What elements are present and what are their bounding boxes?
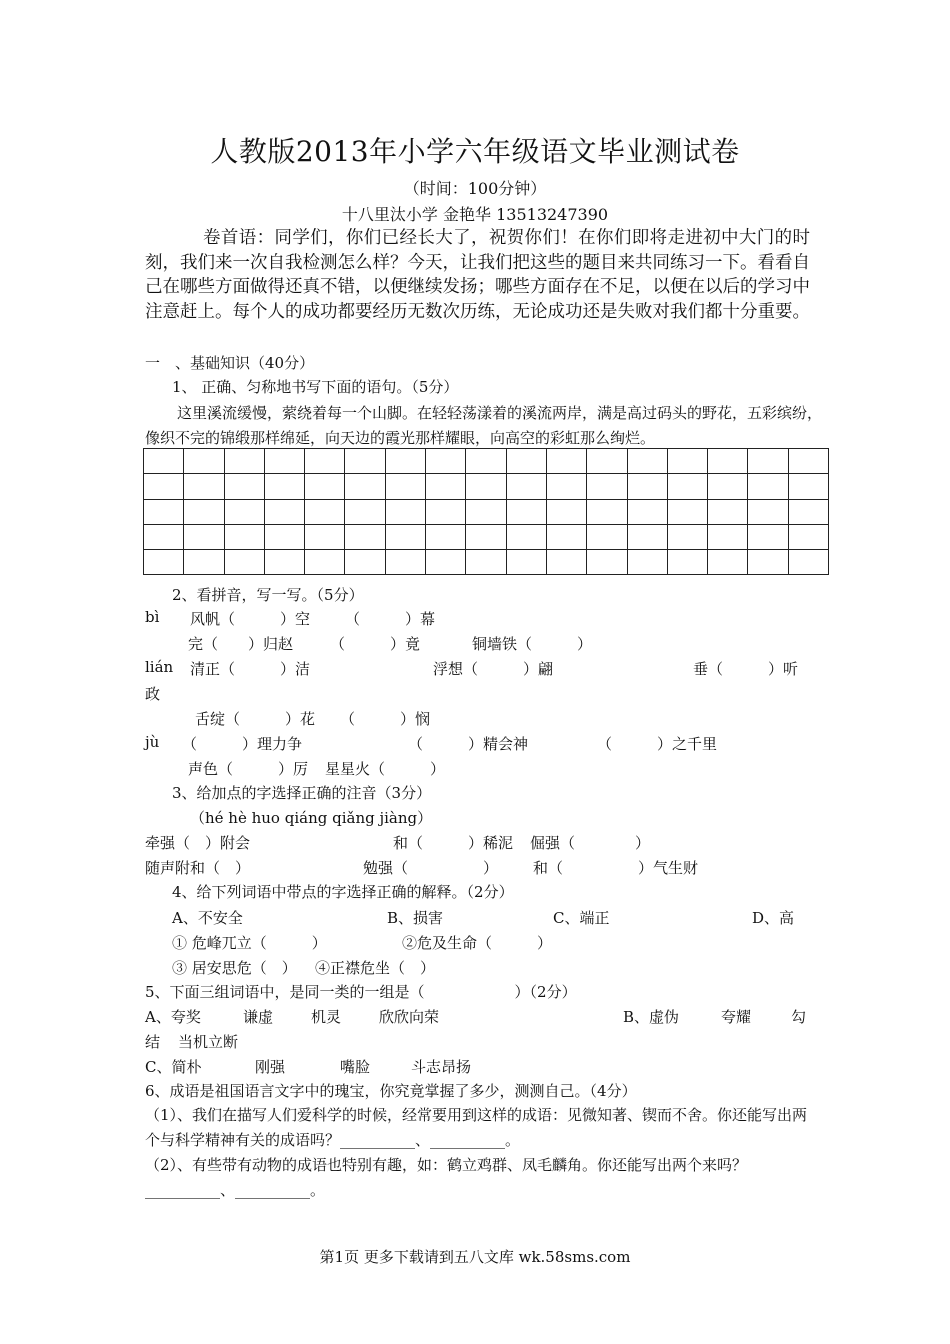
q3-item[interactable]: 勉强（ ） [363, 859, 499, 877]
grid-cell[interactable] [506, 474, 546, 499]
grid-cell[interactable] [224, 550, 264, 575]
grid-cell[interactable] [224, 524, 264, 549]
grid-cell[interactable] [506, 524, 546, 549]
q4-item[interactable]: ① 危峰兀立（ ） [172, 934, 327, 952]
q2-item[interactable]: 星星火（ ） [325, 760, 446, 778]
grid-cell[interactable] [627, 524, 667, 549]
q2-wrap-text: 政 [145, 685, 161, 703]
grid-cell[interactable] [224, 449, 264, 474]
grid-cell[interactable] [587, 449, 627, 474]
grid-cell[interactable] [546, 449, 586, 474]
grid-cell[interactable] [587, 550, 627, 575]
grid-cell[interactable] [345, 524, 385, 549]
grid-cell[interactable] [426, 499, 466, 524]
question-2: 2、看拼音，写一写。（5分） [172, 586, 364, 604]
grid-cell[interactable] [466, 449, 506, 474]
q2-item[interactable]: 完（ ）归赵 [188, 635, 294, 653]
question-5[interactable]: 5、下面三组词语中，是同一类的一组是（ ）（2分） [145, 983, 577, 1001]
q2-item[interactable]: （ ）悯 [340, 710, 431, 728]
grid-cell[interactable] [264, 499, 304, 524]
q2-item[interactable]: 声色（ ）厉 [188, 760, 309, 778]
page-title: 人教版2013年小学六年级语文毕业测试卷 [210, 135, 740, 168]
grid-cell[interactable] [305, 499, 345, 524]
q5-option-b-wrap-2: 当机立断 [178, 1033, 239, 1051]
grid-cell[interactable] [546, 524, 586, 549]
q5-option-c-3: 嘴脸 [340, 1058, 371, 1076]
q5-option-a-3: 机灵 [311, 1008, 342, 1026]
grid-cell[interactable] [224, 474, 264, 499]
question-1: 1、 正确、匀称地书写下面的语句。（5分） [172, 378, 459, 396]
grid-cell[interactable] [708, 474, 748, 499]
grid-cell[interactable] [466, 499, 506, 524]
grid-cell[interactable] [627, 449, 667, 474]
q5-option-a-4: 欣欣向荣 [379, 1008, 440, 1026]
q2-item[interactable]: （ ）理力争 [182, 735, 303, 753]
grid-cell[interactable] [184, 449, 224, 474]
grid-cell[interactable] [466, 474, 506, 499]
question-1-passage: 这里溪流缓慢，萦绕着每一个山脚。在轻轻荡漾着的溪流两岸，满是高过码头的野花，五彩缤纷，像织不完的锦缎那样绵延，向天边的霞光那样耀眼，向高空的彩虹那么绚烂。 [145, 404, 823, 447]
grid-cell[interactable] [264, 449, 304, 474]
grid-cell[interactable] [748, 499, 788, 524]
q2-item[interactable]: （ ）幕 [345, 610, 436, 628]
grid-cell[interactable] [144, 499, 184, 524]
grid-cell[interactable] [546, 474, 586, 499]
grid-cell[interactable] [466, 550, 506, 575]
grid-cell[interactable] [426, 449, 466, 474]
grid-cell[interactable] [305, 550, 345, 575]
q3-item[interactable]: 和（ ）稀泥 [393, 834, 514, 852]
grid-cell[interactable] [708, 524, 748, 549]
q2-item[interactable]: 浮想（ ）翩 [433, 660, 554, 678]
grid-cell[interactable] [184, 474, 224, 499]
grid-cell[interactable] [627, 499, 667, 524]
section-basic-knowledge: 一 、基础知识（40分） [145, 354, 315, 372]
q5-option-a-1: A、夸奖 [145, 1008, 201, 1026]
grid-cell[interactable] [788, 474, 828, 499]
grid-cell[interactable] [546, 550, 586, 575]
grid-row [144, 550, 829, 575]
grid-cell[interactable] [426, 524, 466, 549]
grid-cell[interactable] [184, 524, 224, 549]
time-note: （时间：100分钟） [403, 179, 547, 198]
grid-cell[interactable] [748, 524, 788, 549]
grid-cell[interactable] [144, 550, 184, 575]
grid-cell[interactable] [305, 449, 345, 474]
grid-cell[interactable] [708, 550, 748, 575]
writing-grid[interactable] [143, 448, 829, 575]
grid-cell[interactable] [587, 474, 627, 499]
grid-cell[interactable] [184, 550, 224, 575]
grid-cell[interactable] [506, 550, 546, 575]
grid-row [144, 449, 829, 474]
q2-item[interactable]: 舌绽（ ）花 [195, 710, 316, 728]
q5-option-c-1: C、简朴 [145, 1058, 202, 1076]
grid-cell[interactable] [264, 524, 304, 549]
grid-cell[interactable] [144, 474, 184, 499]
q2-item[interactable]: 铜墙铁（ ） [472, 635, 593, 653]
pinyin-ju: jù [145, 733, 160, 751]
grid-cell[interactable] [264, 550, 304, 575]
grid-cell[interactable] [667, 550, 707, 575]
pinyin-bi: bì [145, 608, 160, 626]
q5-option-b-2: 夸耀 [721, 1008, 752, 1026]
q3-item[interactable]: 随声附和（ ） [145, 859, 251, 877]
q5-option-b-3: 勾 [791, 1008, 807, 1026]
q3-item[interactable]: 牵强（ ）附会 [145, 834, 251, 852]
q4-option-d: D、高 [752, 909, 795, 927]
question-6: 6、成语是祖国语言文字中的瑰宝，你究竟掌握了多少，测测自己。（4分） [145, 1082, 637, 1100]
grid-cell[interactable] [345, 474, 385, 499]
grid-cell[interactable] [788, 499, 828, 524]
grid-cell[interactable] [345, 550, 385, 575]
q2-item[interactable]: （ ）精会神 [408, 735, 529, 753]
grid-cell[interactable] [184, 499, 224, 524]
q4-option-a: A、不安全 [172, 909, 243, 927]
grid-cell[interactable] [667, 499, 707, 524]
grid-cell[interactable] [546, 499, 586, 524]
grid-cell[interactable] [627, 474, 667, 499]
q5-option-c-4: 斗志昂扬 [411, 1058, 472, 1076]
grid-cell[interactable] [748, 550, 788, 575]
grid-cell[interactable] [788, 524, 828, 549]
grid-cell[interactable] [788, 449, 828, 474]
grid-cell[interactable] [305, 524, 345, 549]
grid-cell[interactable] [667, 449, 707, 474]
grid-cell[interactable] [587, 524, 627, 549]
author-line: 十八里汰小学 金艳华 13513247390 [341, 205, 609, 224]
q4-item[interactable]: ②危及生命（ ） [402, 934, 553, 952]
q2-item[interactable]: 风帆（ ）空 [190, 610, 311, 628]
grid-row [144, 499, 829, 524]
grid-cell[interactable] [305, 474, 345, 499]
grid-cell[interactable] [144, 449, 184, 474]
pinyin-lian: lián [145, 658, 174, 676]
question-3: 3、给加点的字选择正确的注音（3分） [172, 784, 432, 802]
q4-item[interactable]: ③ 居安思危（ ） [172, 959, 297, 977]
question-6-part-1[interactable]: （1）、我们在描写人们爱科学的时候，经常要用到这样的成语：见微知著、锲而不舍。你还能写出两个与科学精神有关的成语吗？__________、__________。 [145, 1106, 808, 1149]
grid-cell[interactable] [667, 524, 707, 549]
grid-cell[interactable] [144, 524, 184, 549]
grid-cell[interactable] [345, 499, 385, 524]
grid-cell[interactable] [788, 550, 828, 575]
grid-cell[interactable] [506, 449, 546, 474]
grid-cell[interactable] [385, 550, 425, 575]
q5-option-a-2: 谦虚 [243, 1008, 274, 1026]
q3-pinyin-options: （hé hè huo qiáng qiǎng jiàng） [190, 809, 433, 827]
grid-row [144, 524, 829, 549]
grid-cell[interactable] [627, 550, 667, 575]
q5-option-b-1: B、虚伪 [623, 1008, 680, 1026]
q3-item[interactable]: 和（ ）气生财 [533, 859, 699, 877]
grid-cell[interactable] [587, 499, 627, 524]
grid-row [144, 474, 829, 499]
grid-cell[interactable] [426, 550, 466, 575]
q2-item[interactable]: 清正（ ）洁 [190, 660, 311, 678]
grid-cell[interactable] [385, 449, 425, 474]
grid-cell[interactable] [385, 474, 425, 499]
grid-cell[interactable] [748, 449, 788, 474]
question-4: 4、给下列词语中带点的字选择正确的解释。（2分） [172, 883, 514, 901]
q4-option-c: C、端正 [553, 909, 610, 927]
grid-cell[interactable] [385, 499, 425, 524]
q2-item[interactable]: （ ）之千里 [597, 735, 718, 753]
q2-item[interactable]: 垂（ ）听 [693, 660, 799, 678]
grid-cell[interactable] [748, 474, 788, 499]
grid-cell[interactable] [264, 474, 304, 499]
q2-item[interactable]: （ ）竟 [330, 635, 421, 653]
grid-cell[interactable] [224, 499, 264, 524]
q5-option-b-wrap-1: 结 [145, 1033, 161, 1051]
grid-cell[interactable] [345, 449, 385, 474]
q4-item[interactable]: ④正襟危坐（ ） [315, 959, 436, 977]
grid-cell[interactable] [506, 499, 546, 524]
grid-cell[interactable] [466, 524, 506, 549]
grid-cell[interactable] [385, 524, 425, 549]
grid-cell[interactable] [708, 499, 748, 524]
page-footer: 第1页 更多下载请到五八文库 wk.58sms.com [319, 1248, 631, 1266]
q3-item[interactable]: 倔强（ ） [530, 834, 651, 852]
preface-paragraph: 卷首语：同学们，你们已经长大了，祝贺你们！在你们即将走进初中大门的时刻，我们来一次自我检测怎么样？今天，让我们把这些的题目来共同练习一下。看看自己在哪些方面做得还真不错，以便继续发扬；哪些方面存在不足，以便在以后的学习中注意赶上。每个人的成功都要经历无数次历练，无论成功还是失败对我们都十分重要。 [145, 228, 810, 322]
grid-cell[interactable] [426, 474, 466, 499]
grid-cell[interactable] [708, 449, 748, 474]
question-6-part-2[interactable]: （2）、有些带有动物的成语也特别有趣，如：鹤立鸡群、凤毛麟角。你还能写出两个来吗？__________、__________。 [145, 1156, 748, 1199]
grid-cell[interactable] [667, 474, 707, 499]
q4-option-b: B、损害 [387, 909, 444, 927]
q5-option-c-2: 刚强 [255, 1058, 286, 1076]
